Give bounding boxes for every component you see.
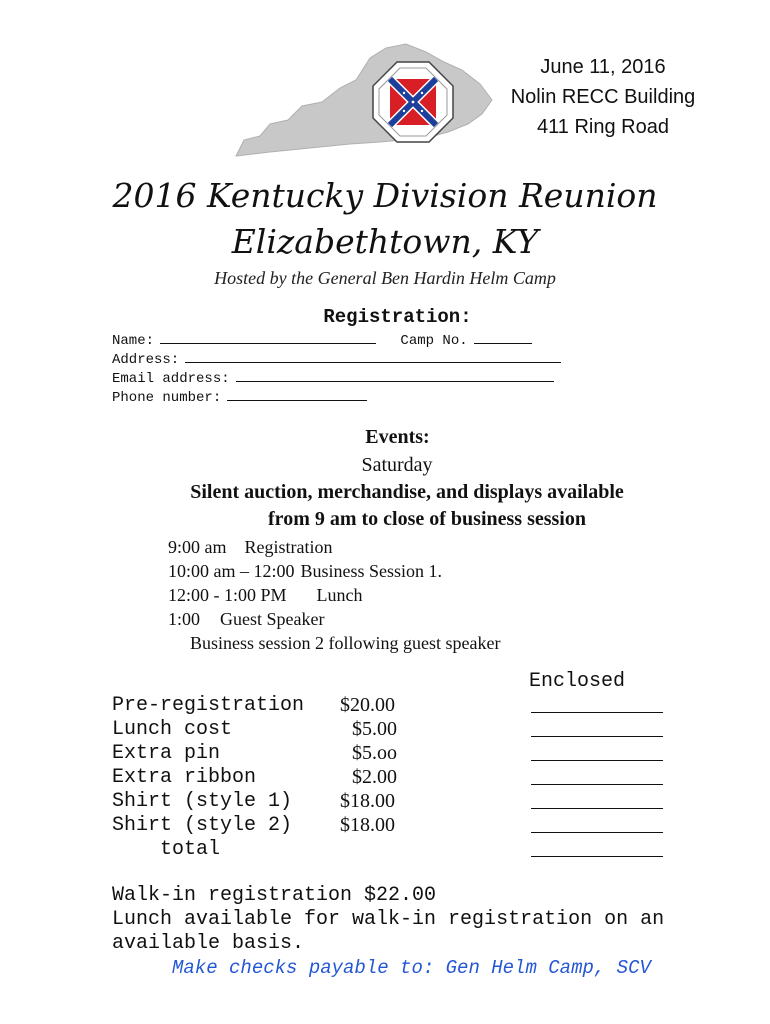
registration-heading: Registration:: [323, 306, 472, 328]
schedule-time: 12:00 - 1:00 PM: [168, 585, 287, 605]
event-address: 411 Ring Road: [537, 116, 669, 138]
price-item-label: Shirt (style 1): [112, 790, 293, 813]
price-item-value: $2.00: [352, 766, 397, 788]
phone-field[interactable]: [227, 386, 367, 401]
checks-payable-note: Make checks payable to: Gen Helm Camp, SCV: [172, 957, 651, 979]
price-item-label: Pre-registration: [112, 694, 305, 717]
name-label: Name:: [112, 333, 155, 349]
schedule-row: [168, 537, 333, 558]
kentucky-division-logo: [230, 40, 500, 162]
reunion-location: Elizabethtown, KY: [231, 222, 539, 261]
hosted-by: Hosted by the General Ben Hardin Helm Camp: [214, 268, 556, 288]
schedule-time: 1:00: [168, 609, 201, 629]
enclosed-field[interactable]: [531, 696, 663, 713]
enclosed-field[interactable]: [531, 792, 663, 809]
event-info: [488, 52, 718, 142]
schedule-event: Guest Speaker: [220, 609, 325, 629]
schedule-followup: Business session 2 following guest speaker: [190, 633, 501, 653]
enclosed-field[interactable]: [531, 816, 663, 833]
schedule-row: [168, 585, 363, 606]
schedule-time: 9:00 am: [168, 537, 227, 557]
name-field[interactable]: [160, 329, 376, 344]
enclosed-field[interactable]: [531, 720, 663, 737]
price-item-label: Shirt (style 2): [112, 814, 293, 837]
walkin-lunch-note-cont: available basis.: [112, 932, 305, 955]
price-item-value: $5.00: [352, 718, 397, 740]
enclosed-field[interactable]: [531, 744, 663, 761]
event-date: June 11, 2016: [540, 56, 666, 78]
price-item-value: $20.00: [340, 694, 395, 716]
highlight-line-2: from 9 am to close of business session: [268, 508, 586, 530]
price-item-label: Extra pin: [112, 742, 221, 765]
price-item-value: $18.00: [340, 790, 395, 812]
schedule-row: [168, 561, 442, 582]
camp-label: Camp No.: [400, 333, 468, 349]
event-venue: Nolin RECC Building: [510, 86, 696, 108]
price-item-label: Lunch cost: [112, 718, 233, 741]
address-label: Address:: [112, 352, 180, 368]
reunion-title: 2016 Kentucky Division Reunion: [112, 176, 658, 215]
schedule-event: Lunch: [316, 585, 363, 605]
price-item-value: $5.oo: [352, 742, 397, 764]
camp-number-field[interactable]: [474, 329, 532, 344]
email-label: Email address:: [112, 371, 230, 387]
events-day: Saturday: [361, 454, 433, 476]
walkin-price: Walk-in registration $22.00: [112, 884, 437, 907]
price-item-value: $18.00: [340, 814, 395, 836]
events-heading: Events:: [365, 426, 430, 448]
highlight-line-1: Silent auction, merchandise, and displays available: [190, 481, 624, 503]
enclosed-field[interactable]: [531, 768, 663, 785]
walkin-lunch-note: Lunch available for walk-in registration on an: [112, 908, 665, 931]
phone-label: Phone number:: [112, 390, 222, 406]
email-field[interactable]: [236, 367, 554, 382]
address-field[interactable]: [185, 348, 561, 363]
enclosed-label: Enclosed: [529, 670, 626, 693]
scv-emblem-icon: [373, 62, 453, 142]
phone-row: [112, 386, 367, 408]
schedule-time: 10:00 am – 12:00: [168, 561, 295, 581]
schedule-event: Business Session 1.: [300, 561, 443, 581]
schedule-row: [168, 609, 324, 630]
price-item-label: Extra ribbon: [112, 766, 257, 789]
total-field[interactable]: [531, 840, 663, 857]
total-label: total: [160, 838, 221, 861]
schedule-event: Registration: [244, 537, 333, 557]
